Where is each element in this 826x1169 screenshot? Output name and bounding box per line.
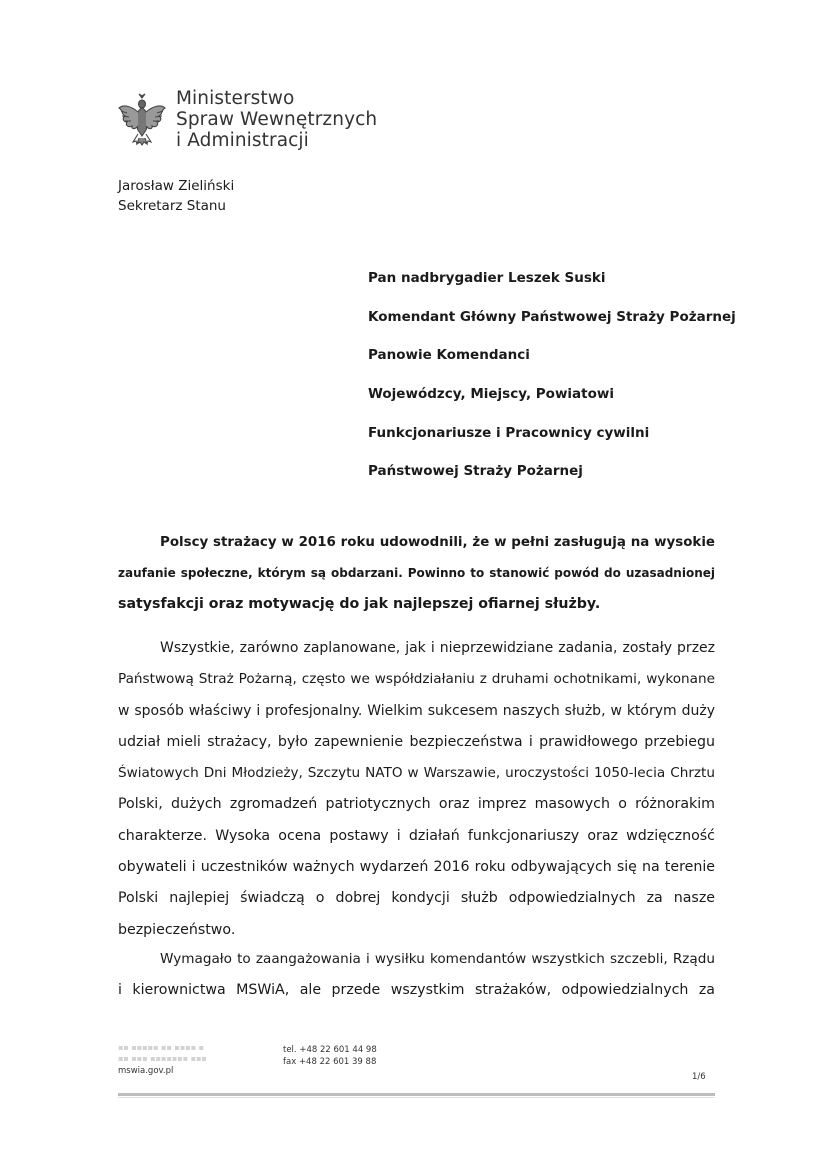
text-line: Państwową Straż Pożarną, często we współdziałaniu z druhami ochotnikami, wykonane: [118, 671, 715, 688]
footer-divider: [118, 1093, 715, 1096]
text-line: Wymagało to zaangażowania i wysiłku komendantów wszystkich szczebli, Rządu: [160, 951, 715, 967]
text-line: Polscy strażacy w 2016 roku udowodnili, że w pełni zasługują na wysokie: [160, 535, 715, 550]
text-line: i kierownictwa MSWiA, ale przede wszystkim strażaków, odpowiedzialnych za: [118, 982, 715, 998]
text-line: bezpieczeństwo.: [118, 921, 236, 938]
ministry-line: Ministerstwo: [176, 88, 295, 109]
footer-contact: [283, 1044, 377, 1068]
ministry-line: Spraw Wewnętrznych: [176, 109, 378, 130]
text-line: Polski, dużych zgromadzeń patriotycznych oraz imprez masowych o różnorakim: [118, 796, 715, 813]
text-line: charakterze. Wysoka ocena postawy i działań funkcjonariuszy oraz wdzięczność: [118, 827, 715, 844]
footer-website: mswia.gov.pl: [118, 1066, 174, 1076]
page-number: 1/6: [692, 1072, 706, 1082]
sender-title: Sekretarz Stanu: [118, 198, 226, 214]
text-line: Światowych Dni Młodzieży, Szczytu NATO w Warszawie, uroczystości 1050-lecia Chrztu: [118, 765, 715, 782]
sender-name: Jarosław Zieliński: [118, 178, 235, 194]
footer-phone: tel. +48 22 601 44 98: [283, 1045, 377, 1055]
sender-block: [118, 176, 234, 216]
ministry-line: i Administracji: [176, 130, 309, 151]
text-line: Polski najlepiej świadczą o dobrej kondycji służb odpowiedzialnych za nasze: [118, 890, 715, 907]
text-line: w sposób właściwy i profesjonalny. Wielkim sukcesem naszych służb, w którym duży: [118, 702, 715, 719]
recipient-line: Pan nadbrygadier Leszek Suski: [368, 270, 606, 286]
footer-divider-shadow: [118, 1097, 715, 1098]
recipient-line: Panowie Komendanci: [368, 347, 530, 363]
recipient-line: Funkcjonariusze i Pracownicy cywilni: [368, 425, 650, 441]
footer-address-faint: ▪▪ ▪▪▪▪▪ ▪▪ ▪▪▪▪ ▪ ▪▪ ▪▪▪ ▪▪▪▪▪▪▪ ▪▪▪: [118, 1043, 207, 1063]
paragraph-3: [118, 944, 715, 1006]
recipient-line: Państwowej Straży Pożarnej: [368, 463, 583, 479]
text-line: satysfakcji oraz motywację do jak najlepszej ofiarnej służby.: [118, 596, 601, 612]
text-line: obywateli i uczestników ważnych wydarzeń 2016 roku odbywających się na terenie: [118, 859, 715, 876]
text-line: udział mieli strażacy, było zapewnienie bezpieczeństwa i prawidłowego przebiegu: [118, 733, 715, 750]
eagle-emblem-icon: [117, 92, 167, 148]
paragraph-2: [118, 633, 715, 946]
recipient-line: Wojewódzcy, Miejscy, Powiatowi: [368, 386, 614, 402]
text-line: zaufanie społeczne, którym są obdarzani. Powinno to stanowić powód do uzasadnionej: [118, 566, 715, 580]
paragraph-1: [118, 527, 715, 620]
text-line: Wszystkie, zarówno zaplanowane, jak i nieprzewidziane zadania, zostały przez: [160, 640, 715, 656]
recipient-line: Komendant Główny Państwowej Straży Pożarnej: [368, 309, 736, 325]
footer-fax: fax +48 22 601 39 88: [283, 1057, 377, 1067]
ministry-name: [176, 88, 377, 151]
